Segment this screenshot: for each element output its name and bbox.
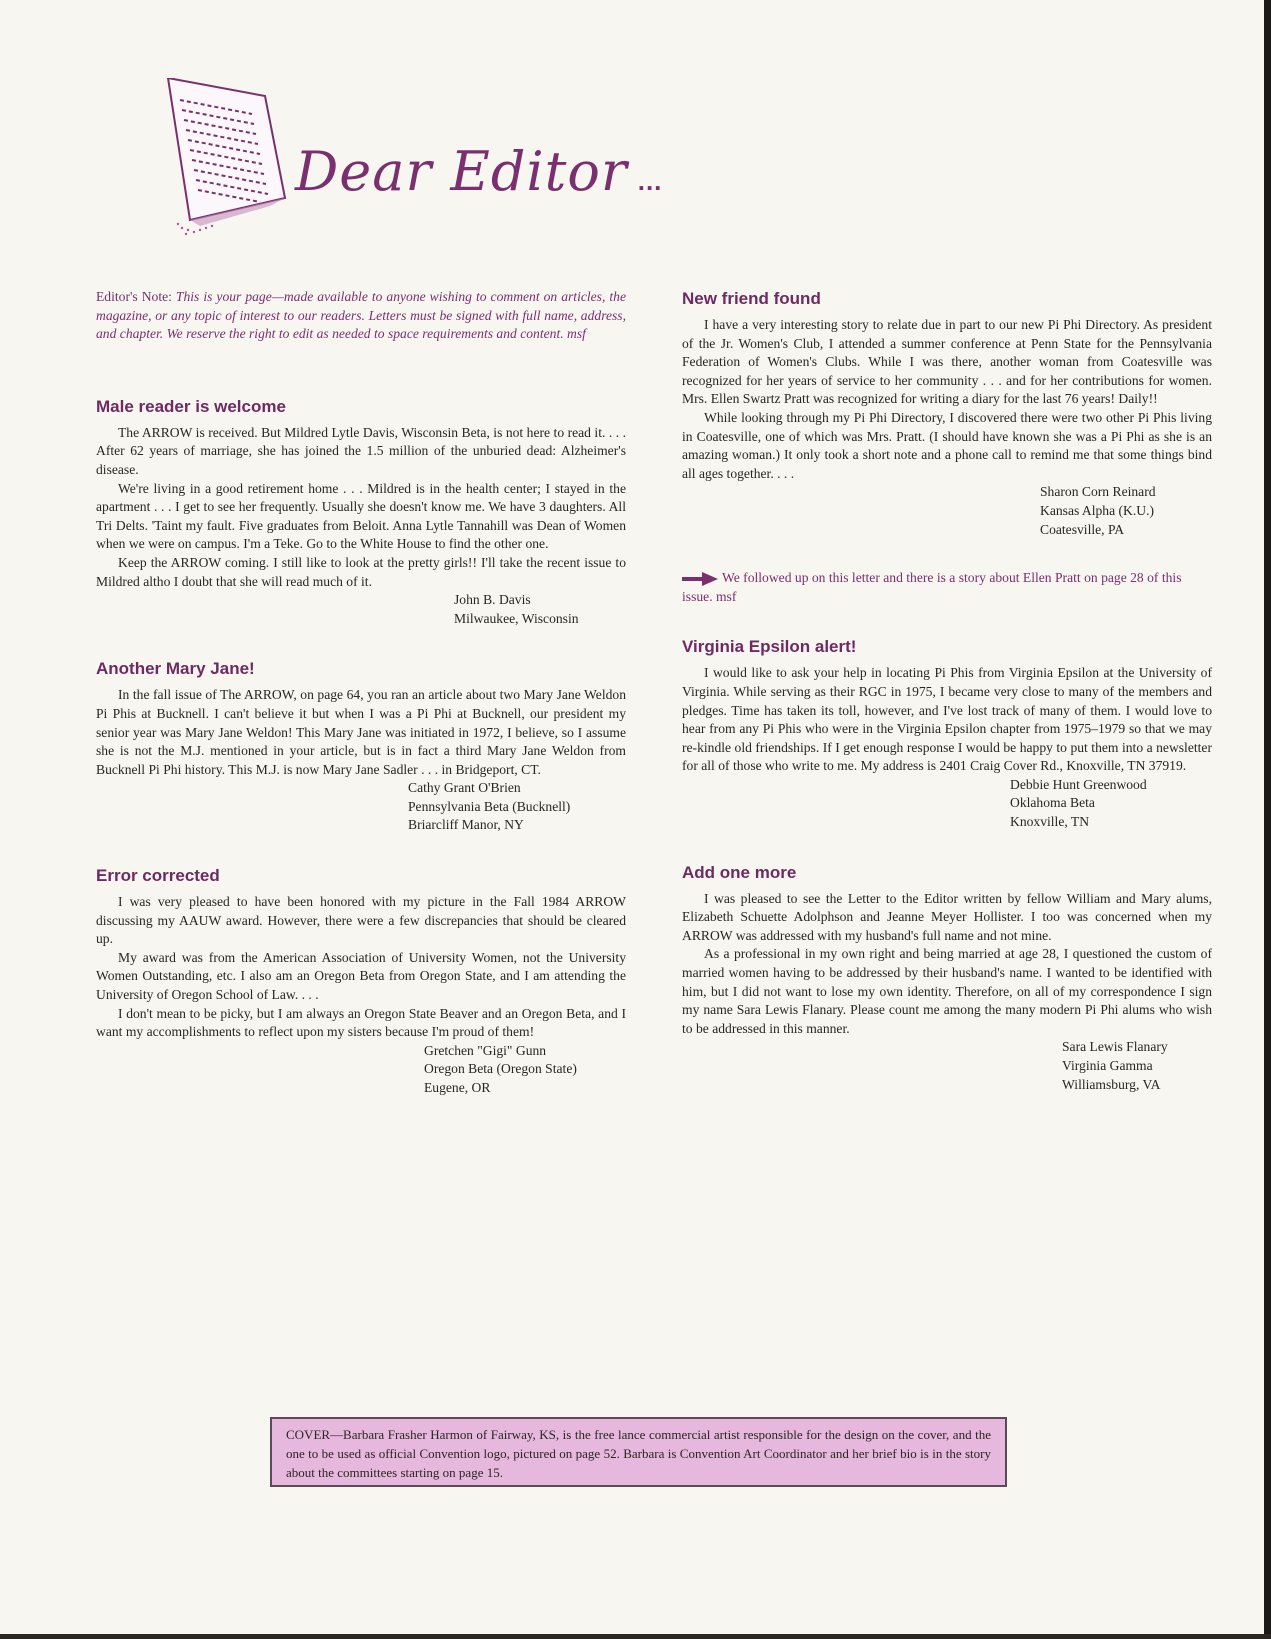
page-edge-right	[1264, 0, 1271, 1639]
followup-note-text: We followed up on this letter and there is a story about Ellen Pratt on page 28 of this issue. msf	[682, 570, 1182, 604]
signature-location: Coatesville, PA	[1040, 521, 1125, 537]
editor-note	[96, 288, 626, 344]
signature-location: Briarcliff Manor, NY	[408, 817, 524, 833]
signature-location: Williamsburg, VA	[1062, 1076, 1161, 1092]
letter-paragraph: My award was from the American Association of University Women, not the University Women Outstanding, etc. I also am an Oregon Beta from Oregon State, and I am attending the University of Oregon School of Law. . . .	[96, 949, 626, 1003]
letter-paragraph: I would like to ask your help in locating Pi Phis from Virginia Epsilon at the University of Virginia. While serving as their RGC in 1975, I became very close to many of the members and pledges. Time has taken its toll, however, and I've lost track of many of them. I would love to hear from any Pi Phis who were in the Virginia Epsilon chapter from 1975–1979 so that we may re-kindle old friendships. If I get enough response I would be happy to put them into a newsletter for all of those who write to me. My address is 2401 Craig Cover Rd., Knoxville, TN 37919.	[682, 665, 1212, 774]
signature-chapter: Oklahoma Beta	[1010, 795, 1095, 811]
letter-paragraph: I don't mean to be picky, but I am always an Oregon State Beaver and an Oregon Beta, and I want my accomplishments to reflect upon my sisters because I'm proud of them!	[96, 1005, 626, 1040]
signature-name: Sara Lewis Flanary	[1062, 1039, 1168, 1055]
letter-headline: New friend found	[682, 289, 821, 308]
letter-virginia-epsilon-alert	[682, 636, 1212, 831]
letter-paragraph: I have a very interesting story to relate due in part to our new Pi Phi Directory. As president of the Jr. Women's Club, I attended a summer conference at Penn State for the Pennsylvania Federation of Women's Clubs. While I was there, another woman from Coatesville was recognized for her years of service to her community . . . and for her contributions for women. Mrs. Ellen Swartz Pratt was recognized for writing a diary for the last 76 years! Daily!!	[682, 317, 1212, 407]
cover-note-box	[270, 1417, 1007, 1487]
letter-paragraph: In the fall issue of The ARROW, on page 64, you ran an article about two Mary Jane Weldon Pi Phis at Bucknell. I can't believe it but when I was a Pi Phi at Bucknell, our president my senior year was Mary Jane Weldon! This Mary Jane was initiated in 1972, I believe, so I assume she is not the M.J. mentioned in your article, but is in fact a third Mary Jane Weldon from Bucknell Pi Phi history. This M.J. is now Mary Jane Sadler . . . in Bridgeport, CT.	[96, 687, 626, 777]
letter-paragraph: I was pleased to see the Letter to the Editor written by fellow William and Mary alums, Elizabeth Schuette Adolphson and Jeanne Meyer Hollister. I too was concerned when my ARROW was addressed with my husband's full name and not mine.	[682, 890, 1212, 943]
editor-note-label: Editor's Note:	[96, 289, 172, 304]
letter-paragraph: As a professional in my own right and being married at age 28, I questioned the custom of married women having to be addressed by their husband's name. I wanted to be identified with him, but I did not want to lose my own identity. Therefore, on all of my correspondence I sign my name Sara Lewis Flanary. Please count me among the many modern Pi Phi alums who wish to be addressed in this manner.	[682, 946, 1212, 1036]
page-title-text: Dear Editor	[295, 140, 628, 203]
signature-location: Eugene, OR	[424, 1080, 491, 1095]
signature-name: John B. Davis	[454, 592, 531, 608]
masthead	[160, 78, 663, 238]
editor-note-initials: msf	[567, 326, 586, 342]
letter-signature	[424, 1042, 626, 1098]
letter-signature	[454, 591, 626, 628]
letter-paragraph: I was very pleased to have been honored with my picture in the Fall 1984 ARROW discussing my AAUW award. However, there were a few discrepancies that should be cleared up.	[96, 894, 626, 947]
signature-chapter: Oregon Beta (Oregon State)	[424, 1061, 577, 1077]
signature-chapter: Kansas Alpha (K.U.)	[1040, 502, 1155, 518]
letter-male-reader	[96, 396, 626, 629]
cover-note-text: COVER—Barbara Frasher Harmon of Fairway, KS, is the free lance commercial artist responsible for the design on the cover, and the one to be used as official Convention logo, pictured on page 52. Barbara is Convention Art Coordinator and her brief bio is in the story about the committees starting on page 15.	[286, 1427, 991, 1480]
letter-signature	[1062, 1038, 1212, 1094]
signature-name: Gretchen "Gigi" Gunn	[424, 1042, 547, 1058]
signature-name: Debbie Hunt Greenwood	[1010, 776, 1147, 792]
letter-error-corrected	[96, 865, 626, 1098]
letter-signature	[408, 779, 626, 835]
page-edge-bottom	[0, 1634, 1271, 1639]
letter-page-icon	[160, 78, 300, 238]
letter-paragraph: Keep the ARROW coming. I still like to look at the pretty girls!! I'll take the recent issue to Mildred altho I doubt that she will read much of it.	[96, 554, 626, 589]
editor-note-body: This is your page—made available to anyone wishing to comment on articles, the magazine, or any topic of interest to our readers. Letters must be signed with full name, address, and chapter. We reserve the right to edit as needed to space requirements and content.	[96, 289, 626, 342]
letter-paragraph: While looking through my Pi Phi Directory, I discovered there were two other Pi Phis living in Coatesville, one of which was Mrs. Pratt. (I should have known she was a Pi Phi as she is an amazing woman.) It only took a short note and a phone call to remind me that some things bind all ages together. . . .	[682, 409, 1212, 481]
letter-paragraph: We're living in a good retirement home . . . Mildred is in the health center; I stayed in the apartment . . . I get to see her frequently. Usually she doesn't know me. We have 3 daughters. All Tri Delts. 'Taint my fault. Five graduates from Beloit. Anna Lytle Tannahill was Dean of Women when we were on campus. I'm a Teke. Go to the White House to find the other one.	[96, 480, 626, 552]
letter-another-mary-jane	[96, 658, 626, 835]
signature-name: Sharon Corn Reinard	[1040, 484, 1156, 500]
letter-signature	[1010, 776, 1212, 832]
title-dots: ...	[637, 166, 663, 196]
letter-headline: Error corrected	[96, 866, 220, 886]
left-column	[96, 288, 626, 1128]
signature-location: Milwaukee, Wisconsin	[454, 610, 579, 626]
followup-note	[682, 569, 1212, 606]
arrow-right-icon	[682, 572, 718, 586]
page-title	[295, 140, 662, 203]
letter-headline: Male reader is welcome	[96, 396, 286, 416]
letter-signature	[1040, 483, 1212, 539]
letter-add-one-more	[682, 862, 1212, 1095]
signature-chapter: Pennsylvania Beta (Bucknell)	[408, 798, 571, 814]
letter-headline: Virginia Epsilon alert!	[682, 637, 857, 657]
letter-paragraph: The ARROW is received. But Mildred Lytle Davis, Wisconsin Beta, is not here to read it. . . . After 62 years of marriage, she has joined the 1.5 million of the unburied dead: Alzheimer's disease.	[96, 424, 626, 477]
letter-headline: Another Mary Jane!	[96, 659, 255, 679]
right-column	[682, 288, 1212, 1124]
signature-name: Cathy Grant O'Brien	[408, 780, 521, 796]
signature-location: Knoxville, TN	[1010, 814, 1090, 830]
letter-new-friend-found	[682, 288, 1212, 539]
signature-chapter: Virginia Gamma	[1062, 1058, 1153, 1073]
letter-headline: Add one more	[682, 862, 797, 882]
